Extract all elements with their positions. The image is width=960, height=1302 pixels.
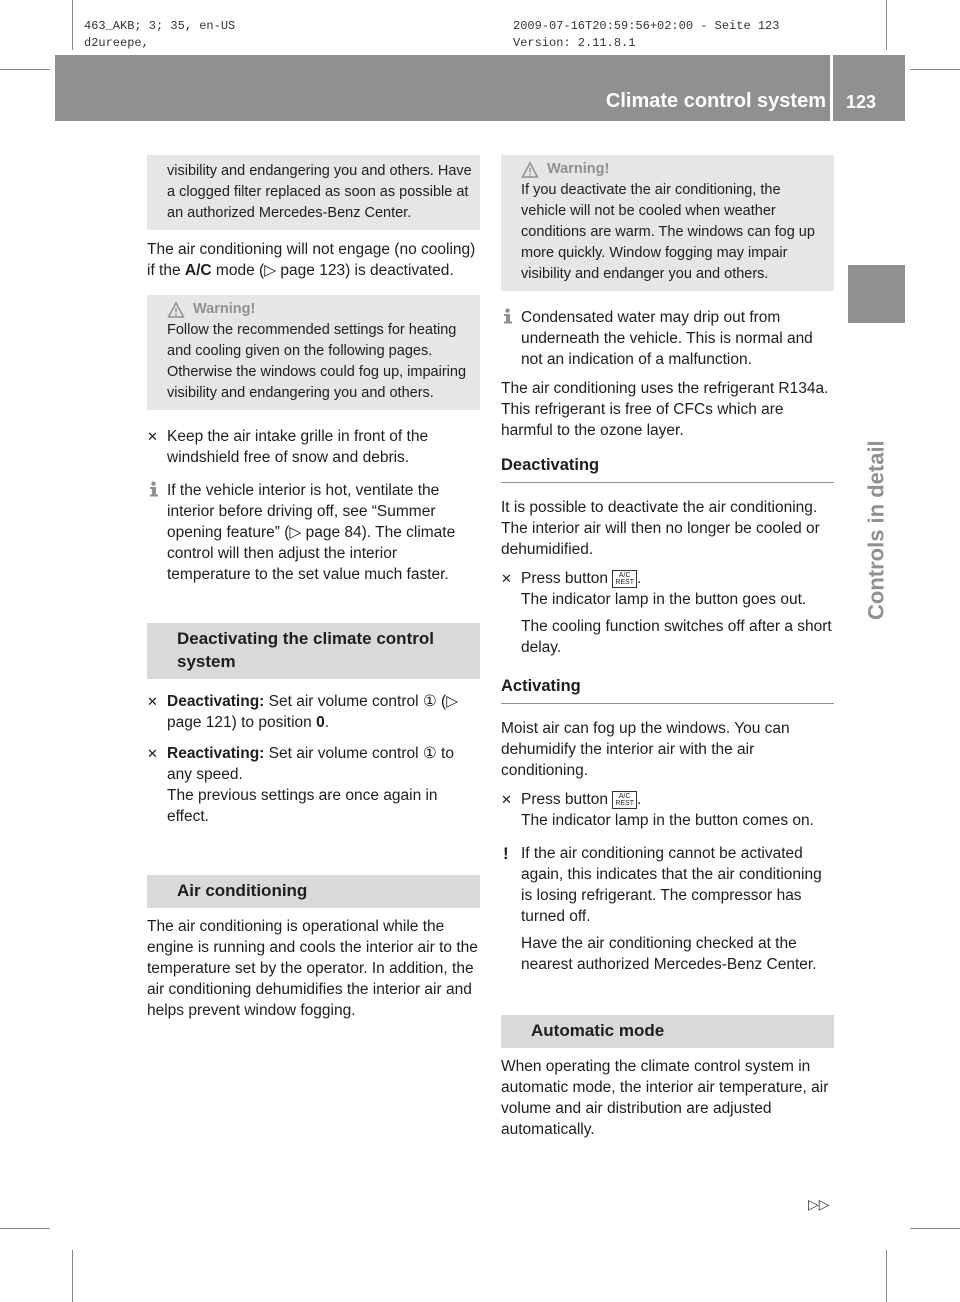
- list-item: ✕ Press button A/C REST . The indicator lamp in the button comes on.: [501, 791, 814, 829]
- crop-mark: [886, 0, 887, 50]
- crop-mark: [910, 69, 960, 70]
- step-arrow-icon: ✕: [147, 694, 158, 709]
- step-label: Deactivating:: [167, 693, 265, 710]
- print-meta-left: [84, 18, 235, 52]
- crop-mark: [886, 1250, 887, 1302]
- step-result: The indicator lamp in the button goes out.: [521, 591, 807, 608]
- info-text: If the vehicle interior is hot, ventilate the interior before driving off, see “Summer opening feature” (▷ page 84). The climate control will then adjust the interior temperature to the set value much faster.: [167, 482, 456, 583]
- exclamation-icon: !: [503, 844, 509, 863]
- list-item: ✕ Press button A/C REST . The indicator lamp in the button goes out. The cooling function switches off after a short delay.: [501, 568, 834, 658]
- step-text: Press button: [521, 791, 613, 808]
- caution-text: Have the air conditioning checked at the nearest authorized Mercedes-Benz Center.: [521, 935, 817, 973]
- step-text: Set air volume control ① (▷ page 121) to position: [167, 693, 459, 731]
- step-result: The indicator lamp in the button comes on.: [521, 812, 814, 829]
- ac-button-symbol: [612, 570, 637, 588]
- meta-right-1: 2009-07-16T20:59:56+02:00 - Seite 123: [513, 19, 780, 33]
- subheading-deactivating: Deactivating: [501, 455, 834, 483]
- refrigerant-paragraph: The air conditioning uses the refrigerant R134a. This refrigerant is free of CFCs which are harmful to the ozone layer.: [501, 380, 829, 439]
- page-number: 123: [846, 92, 877, 112]
- deactivating-paragraph: It is possible to deactivate the air conditioning. The interior air will then no longer be cooled or dehumidified.: [501, 499, 820, 558]
- warning-title: Warning!: [193, 301, 256, 317]
- text: .: [324, 714, 330, 731]
- ac-button-symbol: [612, 791, 637, 809]
- info-note: [501, 307, 834, 370]
- meta-right-2: Version: 2.11.8.1: [513, 36, 636, 50]
- side-tab-marker: [848, 265, 905, 323]
- warning-heading: [521, 159, 826, 180]
- print-meta-right: [513, 18, 779, 52]
- step-result: The previous settings are once again in effect.: [167, 787, 438, 825]
- caution-note: [501, 843, 834, 975]
- page-reference-link[interactable]: ▷ page 123: [264, 262, 346, 279]
- header-separator: [830, 55, 833, 121]
- air-conditioning-paragraph: The air conditioning is operational while the engine is running and cools the interior air to the temperature set by the operator. In addition, the air conditioning dehumidifies the interior air and helps prevent window fogging.: [147, 918, 478, 1019]
- meta-left-2: d2ureepe,: [84, 36, 149, 50]
- section-heading-deactivating-climate: Deactivating the climate control system: [147, 623, 480, 679]
- info-note: [147, 480, 480, 585]
- warning-text: Follow the recommended settings for heating and cooling given on the following pages. Otherwise the windows could fog up, impairing visibility and endangering you and others.: [167, 322, 467, 401]
- warning-triangle-icon: [521, 161, 539, 179]
- step-arrow-icon: ✕: [501, 792, 512, 807]
- info-text: Condensated water may drip out from underneath the vehicle. This is normal and not an indication of a malfunction.: [521, 309, 813, 368]
- subheading-activating: Activating: [501, 676, 834, 704]
- ac-symbol-top: A/C: [618, 571, 631, 579]
- caution-text: If the air conditioning cannot be activated again, this indicates that the air conditioning is losing refrigerant. The compressor has turned off.: [521, 845, 822, 925]
- step-arrow-icon: ✕: [501, 571, 512, 586]
- text: mode (: [211, 262, 265, 279]
- step-text: Press button: [521, 570, 613, 587]
- step-label: Reactivating:: [167, 745, 265, 762]
- crop-mark: [910, 1228, 960, 1229]
- warning-box: [501, 155, 834, 291]
- crop-mark: [72, 1250, 73, 1302]
- warning-title: Warning!: [547, 161, 610, 177]
- crop-mark: [0, 1228, 50, 1229]
- left-column: [147, 155, 480, 1021]
- list-item: [147, 743, 480, 827]
- page-title: Climate control system: [605, 90, 826, 112]
- warning-triangle-icon: [167, 301, 185, 319]
- list-item: [147, 426, 480, 468]
- text: The air conditioning will not engage (no cooling) if the: [147, 241, 476, 279]
- crop-mark: [0, 69, 50, 70]
- section-heading-automatic-mode: Automatic mode: [501, 1015, 834, 1048]
- continued-arrow-icon: ▷▷: [808, 1196, 830, 1212]
- ac-disengage-paragraph: [147, 239, 480, 281]
- side-tab-label: Controls in detail: [863, 440, 889, 620]
- step-arrow-icon: ✕: [147, 746, 158, 761]
- warning-continuation-text: visibility and endangering you and others. Have a clogged filter replaced as soon as possible at an authorized Mercedes-Benz Center.: [167, 163, 472, 221]
- ac-symbol-top: A/C: [618, 792, 631, 800]
- info-icon: [147, 481, 161, 497]
- ac-mode-label: A/C: [184, 262, 212, 279]
- ac-symbol-bottom: REST: [615, 578, 634, 586]
- automatic-mode-paragraph: When operating the climate control system in automatic mode, the interior air temperature, air volume and air distribution are adjusted automatically.: [501, 1058, 829, 1138]
- right-column: [501, 155, 834, 1140]
- info-icon: [501, 308, 515, 324]
- meta-left-1: 463_AKB; 3; 35, en-US: [84, 19, 236, 33]
- warning-box: [147, 295, 480, 410]
- position-value: 0: [316, 714, 325, 731]
- warning-text: If you deactivate the air conditioning, the vehicle will not be cooled when weather conditions are warm. The windows can fog up more quickly. Window fogging may impair visibility and endanger you and others.: [521, 182, 815, 282]
- list-item: [147, 691, 480, 733]
- activating-paragraph: Moist air can fog up the windows. You can dehumidify the interior air with the air conditioning.: [501, 720, 790, 779]
- step-arrow-icon: ✕: [147, 429, 158, 444]
- ac-symbol-bottom: REST: [615, 799, 634, 807]
- warning-heading: [167, 299, 472, 320]
- step-text: Keep the air intake grille in front of the windshield free of snow and debris.: [167, 428, 429, 466]
- text: ) is deactivated.: [345, 262, 454, 279]
- step-result: The cooling function switches off after a short delay.: [521, 618, 832, 656]
- step-text: Set air volume control ① to any speed.: [167, 745, 454, 783]
- section-heading-air-conditioning: Air conditioning: [147, 875, 480, 908]
- warning-continuation-box: [147, 155, 480, 230]
- crop-mark: [72, 0, 73, 50]
